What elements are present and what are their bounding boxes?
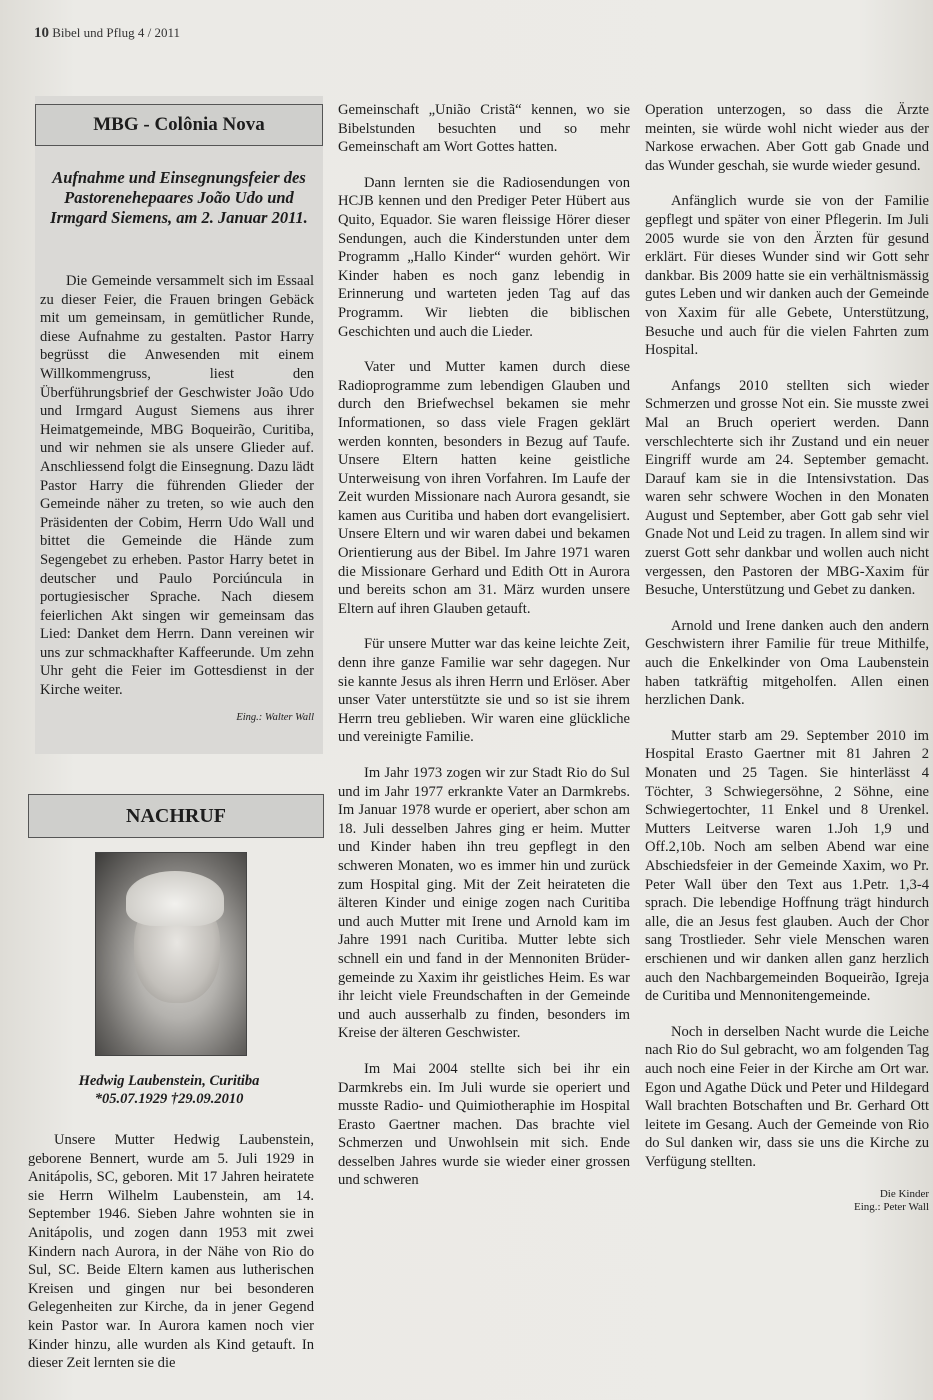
page-number: 10 [34,25,49,41]
col3-paragraph: Operation unterzogen, so dass die Ärzte meinten, sie würde wohl nicht wieder aus der Narkose erwachen. Aber Gott gab Gnade und das Wunder geschah, sie wurde wieder gesund. [645,102,929,174]
portrait-hair [126,871,224,926]
col2-paragraph: Im Jahr 1973 zogen wir zur Stadt Rio do Sul und im Jahr 1977 erkrankte Vater an Darmkrebs. Im Januar 1978 wurde er operiert, aber schon am 18. Juli desselben Jahres ging er heim. Mutter und Kinder haben ihn treu gepflegt in den schweren Monaten, wo es immer hin und zurück zum Hospital ging. Mit der Zeit heirateten die älteren Kinder und einige zogen nach Curitiba und auch Mutter mit Irene und Arnold kam im Jahre 1991 nach Curitiba. Mutter lebte sich schnell ein und fand in der Mennoniten Brüder-gemeinde zu Xaxim ihr geistliches Heim. Es war ihr leicht viele Freundschaften in der Gemeinde und auch ausserhalb zu finden, besonders im Kreise der älteren Geschwister. [338,765,630,1042]
col2-paragraph: Gemeinschaft „União Cristã“ kennen, wo sie Bibelstunden besuchten und so mehr Gemeinschaft am Wort Gottes hatten. [338,102,630,156]
portrait-photo [95,852,247,1056]
section-subtitle: Aufnahme und Einsegnungsfeier des Pastorenehepaares João Udo und Irmgard Siemens, am 2. Januar 2011. [50,168,308,227]
caption-dates: *05.07.1929 †29.09.2010 [94,1091,244,1107]
col2-paragraph: Für unsere Mutter war das keine leichte Zeit, denn ihre ganze Familie war sehr dagegen. Nur sie kannte Jesus als ihren Herrn und Erlöser. Aber unser Vater unterstützte sie und so ist sie ihrem Herrn treu geblieben. Wir waren eine glückliche und vereinigte Familie. [338,636,630,746]
col3-paragraph: Mutter starb am 29. September 2010 im Hospital Erasto Gaertner mit 81 Jahren 2 Monaten und 25 Tagen. Sie hinterlässt 4 Töchter, 3 Schwiegersöhne, 2 Söhne, eine Schwiegertochter, 11 Enkel und 8 Urenkel. Mutters Leitverse waren 1.Joh 1,9 und Off.2,10b. Noch am selben Abend war eine Abschiedsfeier in der Gemeinde Xaxim, wo Pr. Peter Wall über den Text aus 1.Petr. 1,3-4 sprach. Die lebendige Hoffnung trägt hindurch alle, die an Jesus fest glauben. Auch der Chor sang Trostlieder. Sehr viele Menschen waren erschienen und wir danken allen ganz herzlich auch den Nachbargemeinden Boqueirão, Igreja de Curitiba und Mennonitengemeinde. [645,727,929,1005]
column-3 [645,101,929,1214]
column-1-bottom [28,1131,314,1390]
closing-line-2: Eing.: Peter Wall [854,1201,929,1214]
closing-signature [645,1188,929,1214]
column-1-top [40,272,314,727]
photo-caption [40,1072,298,1108]
section-title-nachruf: NACHRUF [28,794,324,838]
col2-paragraph: Dann lernten sie die Radiosendungen von HCJB kennen und den Prediger Peter Hübert aus Quito, Equador. Sie waren fleissige Hörer dieser Sendungen, auch die Kinderstunden unter dem Programm „Hallo Kinder“ wurden gehört. Wir Kinder haben es noch ganz lebendig in Erinnerung und warteten jeden Tag auf das Programm. Wir liebten die biblischen Geschichten und auch die Lieder. [338,174,630,340]
announcement-body: Die Gemeinde versammelt sich im Essaal zu dieser Feier, die Frauen bringen Gebäck mit um gemeinsam, in gemütlicher Runde, diese Aufnahme zu gestalten. Pastor Harry begrüsst die Anwesenden mit einem Willkommengruss, liest den Überführungsbrief der Geschwister João Udo und Irmgard August Siemens aus ihrer Heimatgemeinde, MBG Boqueirão, Curitiba, und wir nehmen sie als unsere Glieder auf. Anschliessend folgt die Einsegnung. Dazu lädt Pastor Harry die führenden Glieder der Gemeinde näher zu treten, so wie auch den Präsidenten der Cobim, Herrn Udo Wall und bittet die Gemeinde die Hände zum Segengebet zu erheben. Pastor Harry betet in deutscher und Paulo Porciúncula in portugiesischer Sprache. Nach diesem feierlichen Akt singen wir gemeinsam das Lied: Danket dem Herrn. Dann vereinen wir uns zur schmackhafter Kaffeerunde. Um zehn Uhr geht die Feier im Gottesdienst in der Kirche weiter. [40,273,314,699]
col3-paragraph: Arnold und Irene danken auch den andern Geschwistern ihrer Familie für treue Mithilfe, auch die Enkelkinder von Oma Laubenstein haben tatkräftig mitgeholfen. Allen einen herzlichen Dank. [645,617,929,709]
col3-paragraph: Anfangs 2010 stellten sich wieder Schmerzen und grosse Not ein. Sie musste zwei Mal an Bruch operiert werden. Dann verschlechterte sich ihr Zustand und ein neuer Eingriff wurde am 24. September gemacht. Darauf kam sie in die Intensivstation. Das waren sehr schwere Wochen in den Monaten August und September, aber Gott gab sehr viel Gnade Not und Leid zu tragen. In allem sind wir zuerst Gott sehr dankbar und wollen auch nicht vergessen, den Pastoren der MBG-Xaxim für Besuche, Unterstützung und Gebet zu danken. [645,377,929,599]
announcement-signature: Eing.: Walter Wall [236,711,314,723]
col3-paragraph: Noch in derselben Nacht wurde die Leiche nach Rio do Sul gebracht, wo am folgenden Tag auch noch eine Feier in der Kirche am Ort war. Egon und Agathe Dück und Peter und Hildegard Wall brachten Botschaften und Br. Gerhard Ott leitete im Gesang. Auch der Gemeinde von Rio do Sul danken wir, dass sie uns die Kirche zu Verfügung stellten. [645,1023,929,1170]
caption-name: Hedwig Laubenstein, Curitiba [78,1073,260,1089]
closing-line-1: Die Kinder [879,1188,929,1201]
col2-paragraph: Vater und Mutter kamen durch diese Radioprogramme zum lebendigen Glauben und durch den Briefwechsel bekamen sie mehr Informationen, so dass viele Fragen geklärt werden konnten, besonders in Bezug auf Taufe. Unsere Eltern hatten keine geistliche Unterweisung von ihren Vorfahren. Im Laufe der Zeit wurden Missionare nach Aurora gesandt, sie kamen aus Curitiba und haben dort evangelisiert. Unsere Eltern und wir waren dabei und bekamen Orientierung aus der Bibel. Im Jahre 1971 waren die Missionare Gerhard und Edith Ott in Aurora und bereits schon am 31. März wurden unsere Eltern auf ihren Glauben getauft. [338,359,630,617]
section-title-mbg: MBG - Colônia Nova [35,104,323,146]
page-header [34,25,180,42]
col3-paragraph: Anfänglich wurde sie von der Familie gepflegt und später von einer Pflegerin. Im Juli 2005 wurde sie von den Ärzten für gesund erklärt. Für dieses Wunder sind wir Gott sehr dankbar. Bis 2009 hatte sie ein verhältnismässig gutes Leben und wir danken auch der Gemeinde von Xaxim für alle Gebete, Unterstützung, Besuche und auch für die vielen Fahrten zum Hospital. [645,193,929,359]
column-2 [338,101,630,1207]
col2-paragraph: Im Mai 2004 stellte sich bei ihr ein Darmkrebs ein. Im Juli wurde sie operiert und musste Radio- und Quimiotheraphie im Hospital Erasto Gaertner machen. Das brachte viel Schmerzen und Unwohlsein mit sich. Ende desselben Jahres wurde sie wieder einer grossen und schweren [338,1060,630,1189]
obituary-intro: Unsere Mutter Hedwig Laubenstein, geborene Bennert, wurde am 5. Juli 1929 in Anitápolis, SC, geboren. Mit 17 Jahren heiratete sie Herrn Wilhelm Laubenstein, am 14. September 1946. Sieben Jahre wohnten sie in Anitápolis, und zogen dann 1953 mit zwei Kindern nach Aurora, in der Nähe von Rio do Sul, SC. Beide Eltern kamen aus lutherischen Kreisen und gingen nur bei besonderen Gelegenheiten zur Kirche, da in jener Gegend kein Pastor war. In Aurora kamen noch vier Kinder hinzu, alle wurden als Kind getauft. In dieser Zeit lernten sie die [28,1132,314,1372]
journal-title: Bibel und Pflug 4 / 2011 [52,25,180,40]
